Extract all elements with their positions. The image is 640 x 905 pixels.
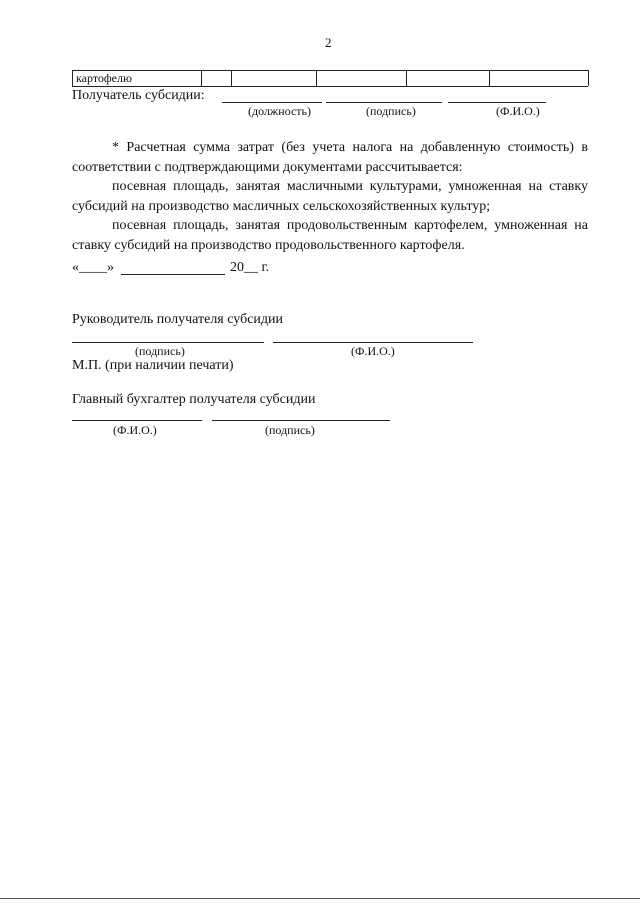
head-fio-blank (273, 342, 473, 343)
page-bottom-edge (0, 898, 640, 899)
head-title: Руководитель получателя субсидии (72, 312, 284, 327)
head-fio-caption: (Ф.И.О.) (351, 344, 395, 358)
note-paragraph: посевная площадь, занятая продовольственным картофелем, умноженная на ставку субсидий на производство продовольственного картофеля. (72, 218, 588, 253)
signature-blank (326, 102, 442, 103)
head-signature-caption: (подпись) (135, 344, 185, 358)
table-col-border (588, 70, 589, 86)
date-year: 20__ г. (230, 260, 270, 275)
fio-caption: (Ф.И.О.) (496, 104, 540, 118)
table-col-border (72, 70, 73, 86)
table-top-border (72, 70, 588, 71)
accountant-signature-blank (212, 420, 390, 421)
accountant-signature-caption: (подпись) (265, 423, 315, 437)
table-col-border (489, 70, 490, 86)
accountant-fio-blank (72, 420, 202, 421)
note-paragraph: * Расчетная сумма затрат (без учета налога на добавленную стоимость) в соответствии с подтверждающими документами рассчитывается: (72, 140, 588, 175)
table-col-border (406, 70, 407, 86)
page-number: 2 (325, 35, 332, 50)
table-col-border (231, 70, 232, 86)
calculation-note (72, 138, 588, 255)
position-caption: (должность) (248, 104, 311, 118)
recipient-label: Получатель субсидии: (72, 88, 205, 103)
date-day: «____» (72, 260, 114, 275)
table-col-border (316, 70, 317, 86)
accountant-title: Главный бухгалтер получателя субсидии (72, 392, 316, 407)
signature-caption: (подпись) (366, 104, 416, 118)
note-paragraph: посевная площадь, занятая масличными культурами, умноженная на ставку субсидий на производство масличных сельскохозяйственных культур; (72, 179, 588, 214)
fio-blank (448, 102, 546, 103)
table-bottom-border (72, 86, 588, 87)
accountant-fio-caption: (Ф.И.О.) (113, 423, 157, 437)
table-cell-crop: картофелю (76, 71, 132, 85)
position-blank (222, 102, 322, 103)
head-signature-blank (72, 342, 264, 343)
stamp-note: М.П. (при наличии печати) (72, 358, 234, 373)
table-col-border (201, 70, 202, 86)
date-month-blank (121, 274, 225, 275)
